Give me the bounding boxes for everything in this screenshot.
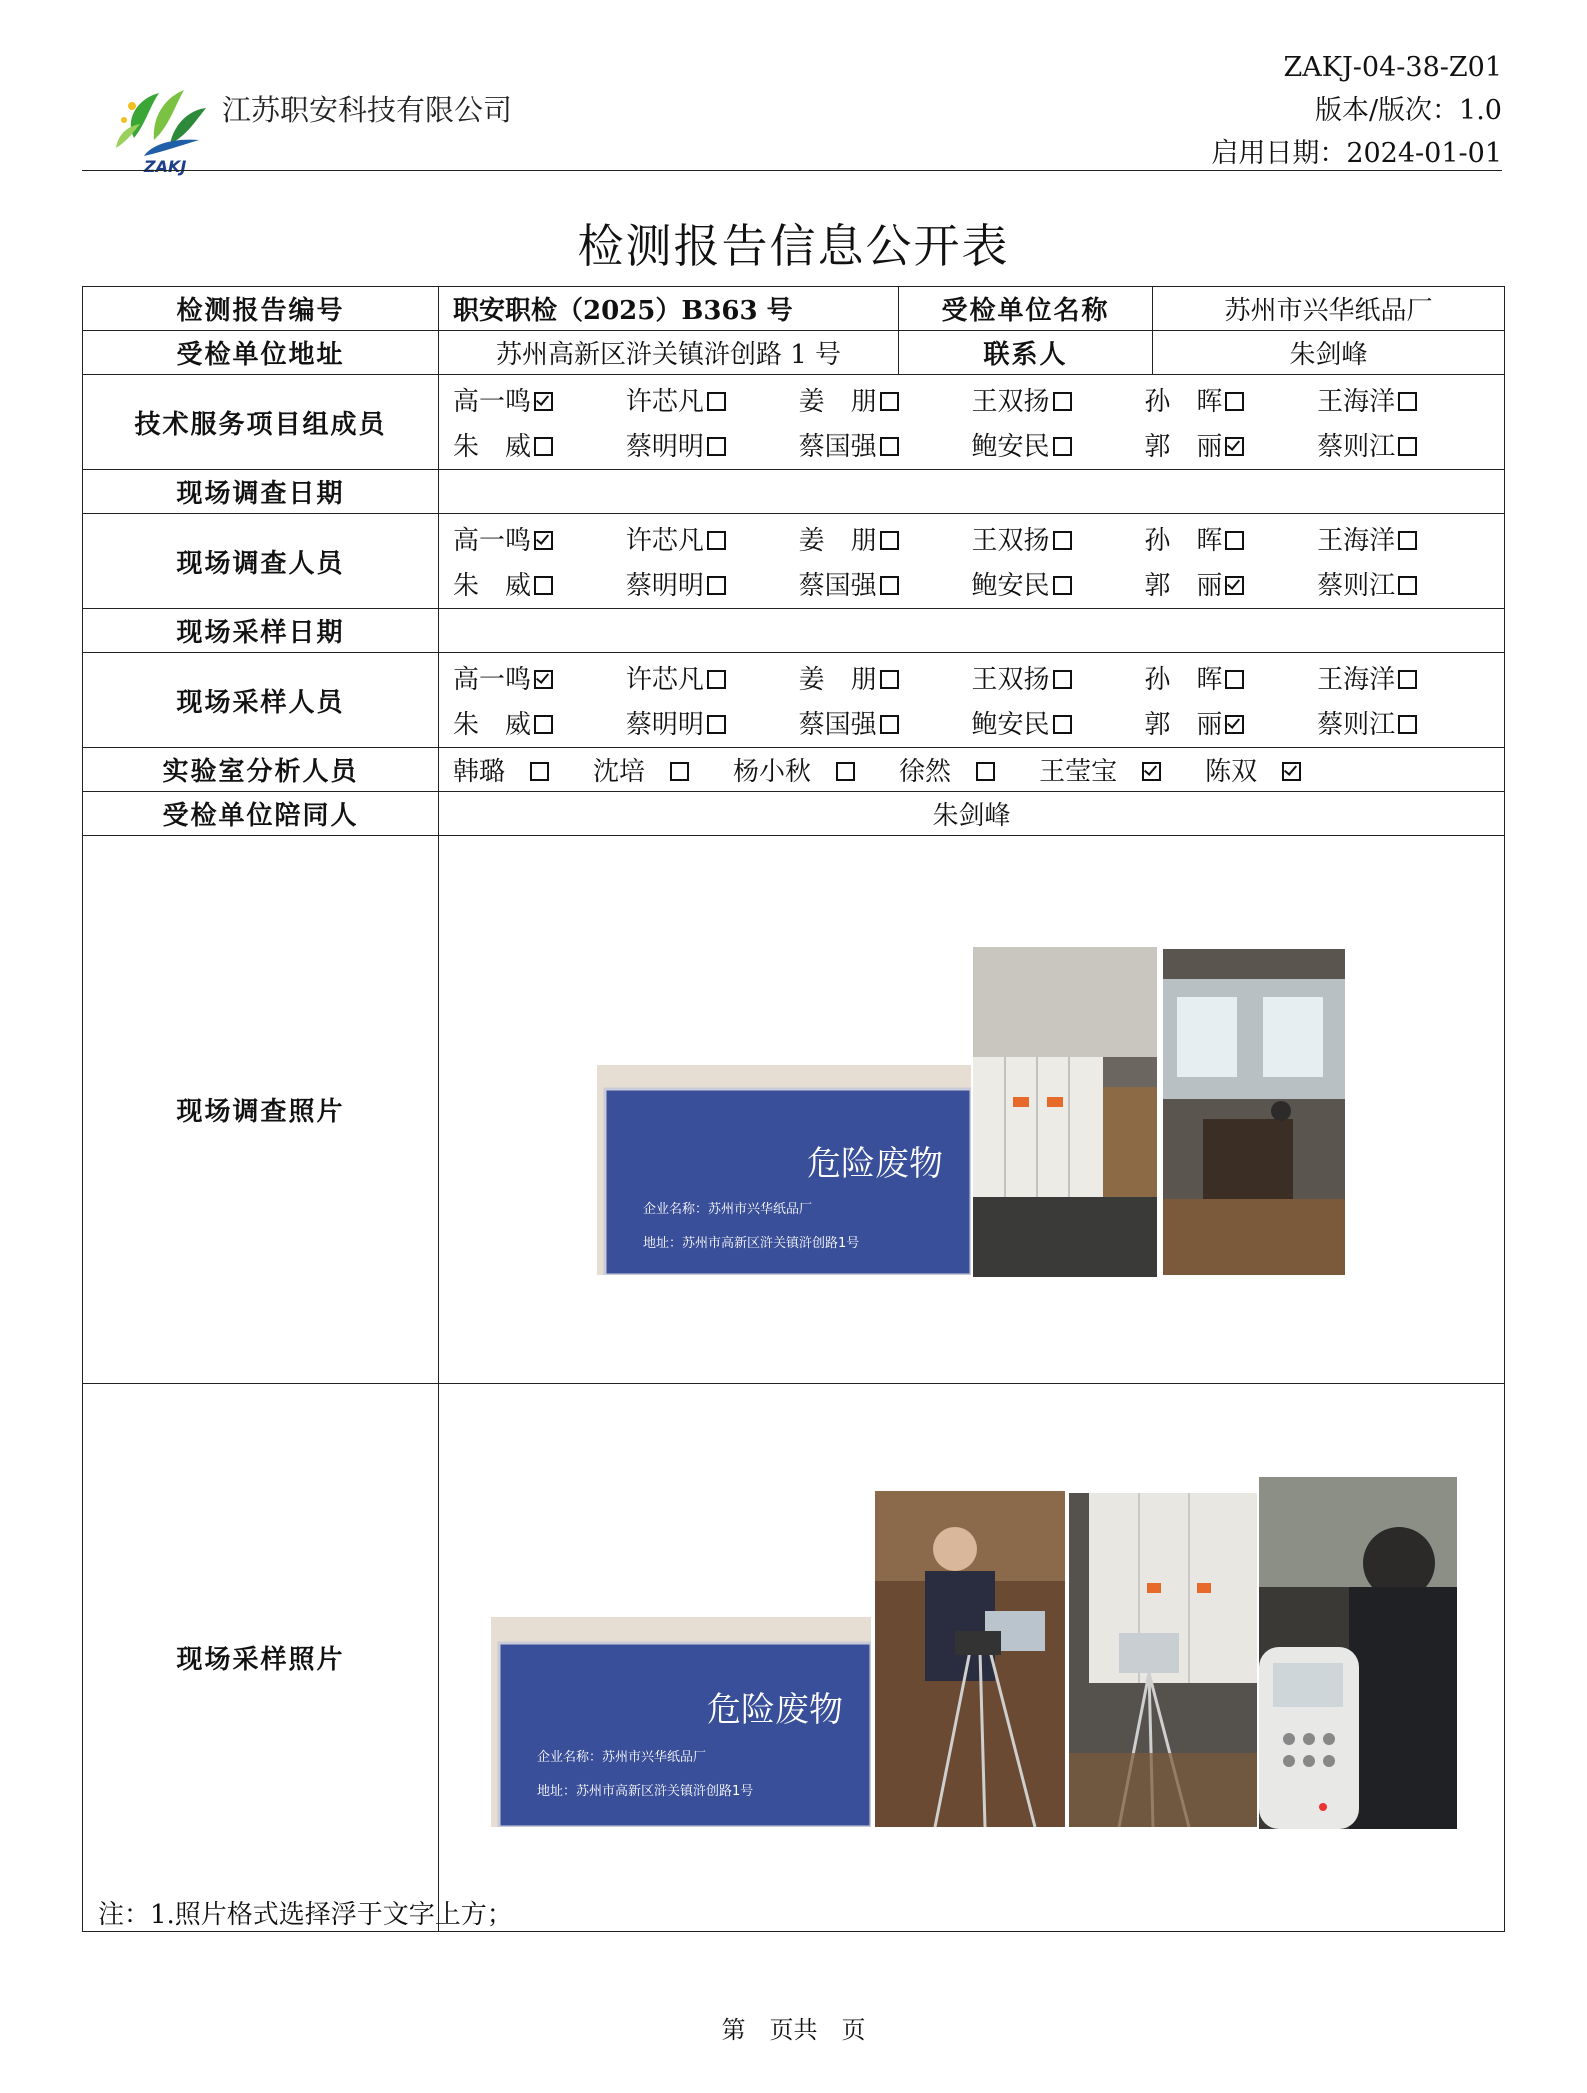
member-name: 陈双 xyxy=(1205,757,1258,787)
sample-photo-label: 现场采样照片 xyxy=(83,1384,439,1932)
unchecked-box-icon[interactable] xyxy=(1398,392,1417,411)
info-table xyxy=(82,286,1505,1932)
member-name: 高一鸣 xyxy=(453,526,532,556)
unchecked-box-icon[interactable] xyxy=(880,437,899,456)
document-meta xyxy=(1211,46,1502,175)
unchecked-box-icon[interactable] xyxy=(670,762,689,781)
sign-company: 企业名称：苏州市兴华纸品厂 xyxy=(643,1201,813,1217)
checked-box-icon[interactable] xyxy=(534,531,553,550)
unchecked-box-icon[interactable] xyxy=(707,576,726,595)
member-name: 孙 晖 xyxy=(1144,526,1223,556)
sample-date-value xyxy=(439,609,1505,653)
photo-sampler-tripod xyxy=(875,1491,1065,1827)
unchecked-box-icon[interactable] xyxy=(1053,392,1072,411)
row-escort xyxy=(83,792,1505,836)
checked-box-icon[interactable] xyxy=(534,670,553,689)
unchecked-box-icon[interactable] xyxy=(976,762,995,781)
member-name: 姜 朋 xyxy=(798,665,877,695)
member-entry xyxy=(1317,704,1490,741)
unchecked-box-icon[interactable] xyxy=(1398,531,1417,550)
unchecked-box-icon[interactable] xyxy=(1053,670,1072,689)
sign-company-2: 企业名称：苏州市兴华纸品厂 xyxy=(537,1749,707,1765)
member-name: 蔡国强 xyxy=(798,571,877,601)
row-sample-date xyxy=(83,609,1505,653)
photo-sampler-cabinet xyxy=(1069,1493,1257,1827)
photo-sound-meter xyxy=(1259,1477,1457,1829)
unchecked-box-icon[interactable] xyxy=(880,392,899,411)
unchecked-box-icon[interactable] xyxy=(707,670,726,689)
survey-photos xyxy=(439,837,1504,1383)
team-members xyxy=(453,375,1490,469)
member-entry xyxy=(799,659,972,696)
member-name: 孙 晖 xyxy=(1144,387,1223,417)
row-survey-photos xyxy=(83,836,1505,1384)
doc-effective-date: 启用日期：2024-01-01 xyxy=(1211,138,1502,169)
sign-title: 危险废物 xyxy=(807,1143,943,1184)
member-name: 朱 威 xyxy=(453,710,532,740)
member-entry xyxy=(971,381,1144,418)
unchecked-box-icon[interactable] xyxy=(1398,715,1417,734)
member-entry xyxy=(733,757,877,787)
report-no-value: 职安职检（2025）B363 号 xyxy=(439,287,899,331)
photo-control-cabinet xyxy=(973,947,1157,1277)
checked-box-icon[interactable] xyxy=(1225,437,1244,456)
member-name: 郭 丽 xyxy=(1144,710,1223,740)
unchecked-box-icon[interactable] xyxy=(1225,531,1244,550)
member-entry xyxy=(626,381,799,418)
unchecked-box-icon[interactable] xyxy=(1225,392,1244,411)
member-entry xyxy=(971,426,1144,463)
company-name: 江苏职安科技有限公司 xyxy=(222,93,513,127)
member-name: 王双扬 xyxy=(971,387,1050,417)
unchecked-box-icon[interactable] xyxy=(707,392,726,411)
page-header xyxy=(82,40,1502,176)
doc-version: 版本/版次：1.0 xyxy=(1314,95,1502,126)
member-name: 蔡则江 xyxy=(1317,432,1396,462)
member-entry xyxy=(971,659,1144,696)
member-name: 姜 朋 xyxy=(798,526,877,556)
unchecked-box-icon[interactable] xyxy=(880,576,899,595)
checked-box-icon[interactable] xyxy=(1225,715,1244,734)
member-name: 朱 威 xyxy=(453,432,532,462)
member-name: 韩璐 xyxy=(453,757,506,787)
member-entry xyxy=(1317,659,1490,696)
survey-date-label: 现场调查日期 xyxy=(83,470,439,514)
member-entry xyxy=(971,704,1144,741)
member-name: 杨小秋 xyxy=(733,757,812,787)
member-name: 王莹宝 xyxy=(1039,757,1118,787)
member-entry xyxy=(1039,757,1183,787)
member-name: 许芯凡 xyxy=(625,387,704,417)
unchecked-box-icon[interactable] xyxy=(1053,437,1072,456)
unchecked-box-icon[interactable] xyxy=(530,762,549,781)
member-entry xyxy=(1144,426,1317,463)
unchecked-box-icon[interactable] xyxy=(880,715,899,734)
member-entry xyxy=(453,381,626,418)
unchecked-box-icon[interactable] xyxy=(1398,437,1417,456)
row-team xyxy=(83,375,1505,470)
unchecked-box-icon[interactable] xyxy=(707,715,726,734)
member-entry xyxy=(1144,565,1317,602)
unchecked-box-icon[interactable] xyxy=(1053,715,1072,734)
member-name: 蔡国强 xyxy=(798,432,877,462)
lab-members xyxy=(453,751,1490,788)
member-name: 鲍安民 xyxy=(971,571,1050,601)
member-entry xyxy=(1317,565,1490,602)
team-label: 技术服务项目组成员 xyxy=(83,375,439,470)
unchecked-box-icon[interactable] xyxy=(707,531,726,550)
row-survey-staff xyxy=(83,514,1505,609)
sample-staff-members xyxy=(453,653,1490,747)
address-label: 受检单位地址 xyxy=(83,331,439,375)
member-entry xyxy=(626,520,799,557)
member-name: 高一鸣 xyxy=(453,665,532,695)
sign-title-2: 危险废物 xyxy=(707,1689,843,1730)
member-name: 郭 丽 xyxy=(1144,432,1223,462)
member-entry xyxy=(1317,520,1490,557)
address-value: 苏州高新区浒关镇浒创路 1 号 xyxy=(439,331,899,375)
member-name: 姜 朋 xyxy=(798,387,877,417)
escort-label: 受检单位陪同人 xyxy=(83,792,439,836)
member-entry xyxy=(626,565,799,602)
member-name: 郭 丽 xyxy=(1144,571,1223,601)
photo-hazard-sign-2 xyxy=(491,1617,871,1827)
unchecked-box-icon[interactable] xyxy=(534,715,553,734)
member-name: 沈培 xyxy=(593,757,646,787)
sample-date-label: 现场采样日期 xyxy=(83,609,439,653)
lab-label: 实验室分析人员 xyxy=(83,748,439,792)
unchecked-box-icon[interactable] xyxy=(880,670,899,689)
member-name: 王双扬 xyxy=(971,665,1050,695)
member-name: 蔡明明 xyxy=(625,710,704,740)
sample-staff-label: 现场采样人员 xyxy=(83,653,439,748)
photo-hazard-sign xyxy=(597,1065,971,1275)
unchecked-box-icon[interactable] xyxy=(880,531,899,550)
member-entry xyxy=(799,704,972,741)
svg-text:ZAKJ: ZAKJ xyxy=(144,157,187,176)
member-entry xyxy=(453,520,626,557)
member-entry xyxy=(1317,426,1490,463)
member-entry xyxy=(626,659,799,696)
checked-box-icon[interactable] xyxy=(1282,762,1301,781)
member-name: 蔡国强 xyxy=(798,710,877,740)
unchecked-box-icon[interactable] xyxy=(534,437,553,456)
survey-date-value xyxy=(439,470,1505,514)
unchecked-box-icon[interactable] xyxy=(534,576,553,595)
member-entry xyxy=(1144,704,1317,741)
member-entry xyxy=(453,659,626,696)
unchecked-box-icon[interactable] xyxy=(1398,670,1417,689)
member-name: 孙 晖 xyxy=(1144,665,1223,695)
member-entry xyxy=(799,565,972,602)
sign-address-2: 地址：苏州市高新区浒关镇浒创路1号 xyxy=(537,1783,754,1799)
escort-value: 朱剑峰 xyxy=(439,792,1505,836)
member-entry xyxy=(626,704,799,741)
doc-code: ZAKJ-04-38-Z01 xyxy=(1283,52,1502,83)
row-sample-staff xyxy=(83,653,1505,748)
member-name: 朱 威 xyxy=(453,571,532,601)
checked-box-icon[interactable] xyxy=(1225,576,1244,595)
member-name: 王双扬 xyxy=(971,526,1050,556)
member-entry xyxy=(899,757,1017,787)
member-entry xyxy=(799,426,972,463)
checked-box-icon[interactable] xyxy=(534,392,553,411)
member-name: 蔡明明 xyxy=(625,571,704,601)
row-sample-photos xyxy=(83,1384,1505,1932)
checked-box-icon[interactable] xyxy=(1142,762,1161,781)
survey-photo-label: 现场调查照片 xyxy=(83,836,439,1384)
member-entry xyxy=(453,565,626,602)
member-entry xyxy=(1144,381,1317,418)
member-entry xyxy=(971,520,1144,557)
company-logo xyxy=(104,68,214,178)
row-address xyxy=(83,331,1505,375)
row-lab xyxy=(83,748,1505,792)
sign-address: 地址：苏州市高新区浒关镇浒创路1号 xyxy=(643,1235,860,1251)
member-entry xyxy=(1144,520,1317,557)
unchecked-box-icon[interactable] xyxy=(836,762,855,781)
photo-workshop xyxy=(1163,949,1345,1275)
footnote: 注：1.照片格式选择浮于文字上方； xyxy=(98,1900,513,1930)
row-survey-date xyxy=(83,470,1505,514)
member-entry xyxy=(799,520,972,557)
member-name: 蔡明明 xyxy=(625,432,704,462)
member-name: 王海洋 xyxy=(1317,387,1396,417)
member-name: 许芯凡 xyxy=(625,526,704,556)
member-name: 高一鸣 xyxy=(453,387,532,417)
member-name: 许芯凡 xyxy=(625,665,704,695)
unchecked-box-icon[interactable] xyxy=(1398,576,1417,595)
page-number: 第 页共 页 xyxy=(721,2016,866,2044)
unit-name-label: 受检单位名称 xyxy=(899,287,1153,331)
member-entry xyxy=(971,565,1144,602)
survey-staff-label: 现场调查人员 xyxy=(83,514,439,609)
member-entry xyxy=(799,381,972,418)
member-name: 鲍安民 xyxy=(971,710,1050,740)
member-entry xyxy=(1205,757,1323,787)
member-entry xyxy=(1317,381,1490,418)
member-entry xyxy=(1144,659,1317,696)
member-name: 王海洋 xyxy=(1317,665,1396,695)
report-no-label: 检测报告编号 xyxy=(83,287,439,331)
contact-value: 朱剑峰 xyxy=(1153,331,1505,375)
unchecked-box-icon[interactable] xyxy=(1225,670,1244,689)
header-rule xyxy=(82,170,1502,171)
member-name: 王海洋 xyxy=(1317,526,1396,556)
unchecked-box-icon[interactable] xyxy=(1053,576,1072,595)
member-entry xyxy=(626,426,799,463)
member-name: 蔡则江 xyxy=(1317,710,1396,740)
survey-staff-members xyxy=(453,514,1490,608)
member-name: 蔡则江 xyxy=(1317,571,1396,601)
contact-label: 联系人 xyxy=(899,331,1153,375)
row-report-no xyxy=(83,287,1505,331)
sample-photos xyxy=(439,1385,1504,1931)
page-title: 检测报告信息公开表 xyxy=(577,219,1010,273)
member-entry xyxy=(593,757,711,787)
unit-name-value: 苏州市兴华纸品厂 xyxy=(1153,287,1505,331)
unchecked-box-icon[interactable] xyxy=(707,437,726,456)
member-entry xyxy=(453,426,626,463)
member-entry xyxy=(453,757,571,787)
member-entry xyxy=(453,704,626,741)
member-name: 鲍安民 xyxy=(971,432,1050,462)
unchecked-box-icon[interactable] xyxy=(1053,531,1072,550)
member-name: 徐然 xyxy=(899,757,952,787)
